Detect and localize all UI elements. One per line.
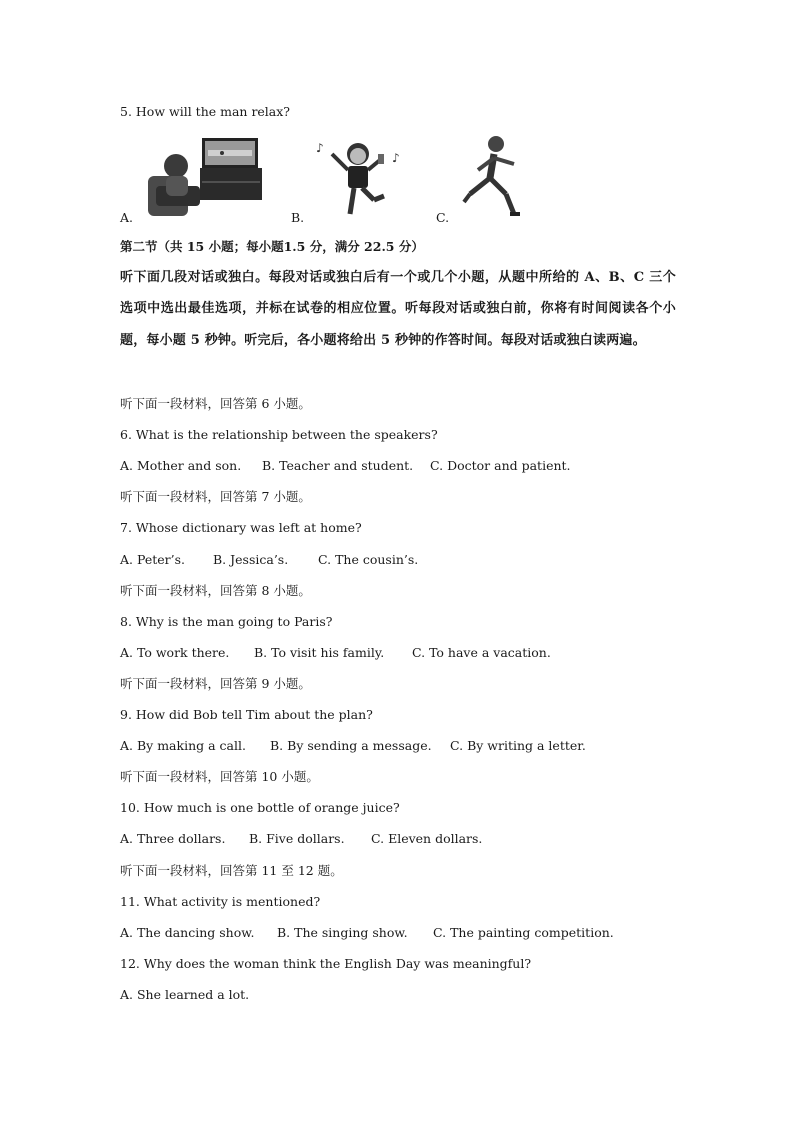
option-a[interactable]: A. Mother and son. — [120, 458, 242, 474]
question-text: 8. Why is the man going to Paris? — [120, 613, 333, 629]
listening-prompt: 听下面一段材料，回答第 11 至 12 题。 — [120, 862, 343, 878]
option-c[interactable]: C. Eleven dollars. — [371, 831, 483, 847]
question-text: 12. Why does the woman think the English Day was meaningful? — [120, 955, 532, 971]
section-heading: 第二节（共 15 小题；每小题1.5 分，满分 22.5 分） — [120, 239, 424, 254]
option-b[interactable]: B. Teacher and student. — [262, 458, 414, 474]
svg-text:♪: ♪ — [316, 141, 324, 155]
listening-music-icon — [314, 138, 404, 223]
section-instructions: 听下面几段对话或独白。每段对话或独白后有一个或几个小题，从题中所给的 A、B、C 三个选项中选出最佳选项，并标在试卷的相应位置。听每段对话或独白前，你将有时间阅读各个小题，每小题 5 秒钟。听完后，各小题将给出 5 秒钟的作答时间。每段对话或独白读两遍。 — [120, 270, 676, 348]
option-b[interactable]: B. To visit his family. — [254, 644, 385, 660]
option-c[interactable]: C. By writing a letter. — [450, 738, 586, 754]
option-b[interactable]: B. Five dollars. — [249, 831, 345, 847]
option-b[interactable]: B. The singing show. — [277, 924, 408, 940]
option-a[interactable]: A. Three dollars. — [120, 831, 226, 847]
listening-prompt: 听下面一段材料，回答第 8 小题。 — [120, 582, 311, 598]
option-a[interactable]: A. To work there. — [120, 644, 230, 660]
option-c[interactable]: C. To have a vacation. — [412, 644, 551, 660]
question-text: 11. What activity is mentioned? — [120, 893, 321, 909]
option-a[interactable]: A. By making a call. — [120, 738, 246, 754]
svg-text:♪: ♪ — [392, 151, 400, 165]
running-icon — [456, 134, 528, 223]
option-b[interactable]: B. Jessica’s. — [213, 551, 289, 567]
listening-prompt: 听下面一段材料，回答第 9 小题。 — [120, 675, 311, 691]
watching-tv-icon — [146, 134, 262, 223]
listening-prompt: 听下面一段材料，回答第 7 小题。 — [120, 489, 311, 505]
option-c[interactable]: C. Doctor and patient. — [430, 458, 571, 474]
question-text: 6. What is the relationship between the speakers? — [120, 427, 438, 443]
option-a-label: A. — [120, 210, 134, 225]
question-text: 7. Whose dictionary was left at home? — [120, 520, 362, 536]
option-c[interactable]: C. The cousin’s. — [318, 551, 419, 567]
option-b-label: B. — [291, 210, 305, 225]
option-c-label: C. — [436, 210, 450, 225]
listening-prompt: 听下面一段材料，回答第 6 小题。 — [120, 396, 311, 411]
option-a[interactable]: A. The dancing show. — [120, 924, 255, 940]
listening-prompt: 听下面一段材料，回答第 10 小题。 — [120, 769, 319, 785]
option-b[interactable]: B. By sending a message. — [270, 738, 432, 754]
question-text: 9. How did Bob tell Tim about the plan? — [120, 707, 373, 722]
question-text: 10. How much is one bottle of orange juice? — [120, 800, 400, 816]
question-5: 5. How will the man relax? — [120, 104, 291, 119]
option-a[interactable]: A. She learned a lot. — [120, 986, 250, 1002]
option-a[interactable]: A. Peter’s. — [120, 551, 185, 567]
option-c[interactable]: C. The painting competition. — [433, 924, 614, 940]
